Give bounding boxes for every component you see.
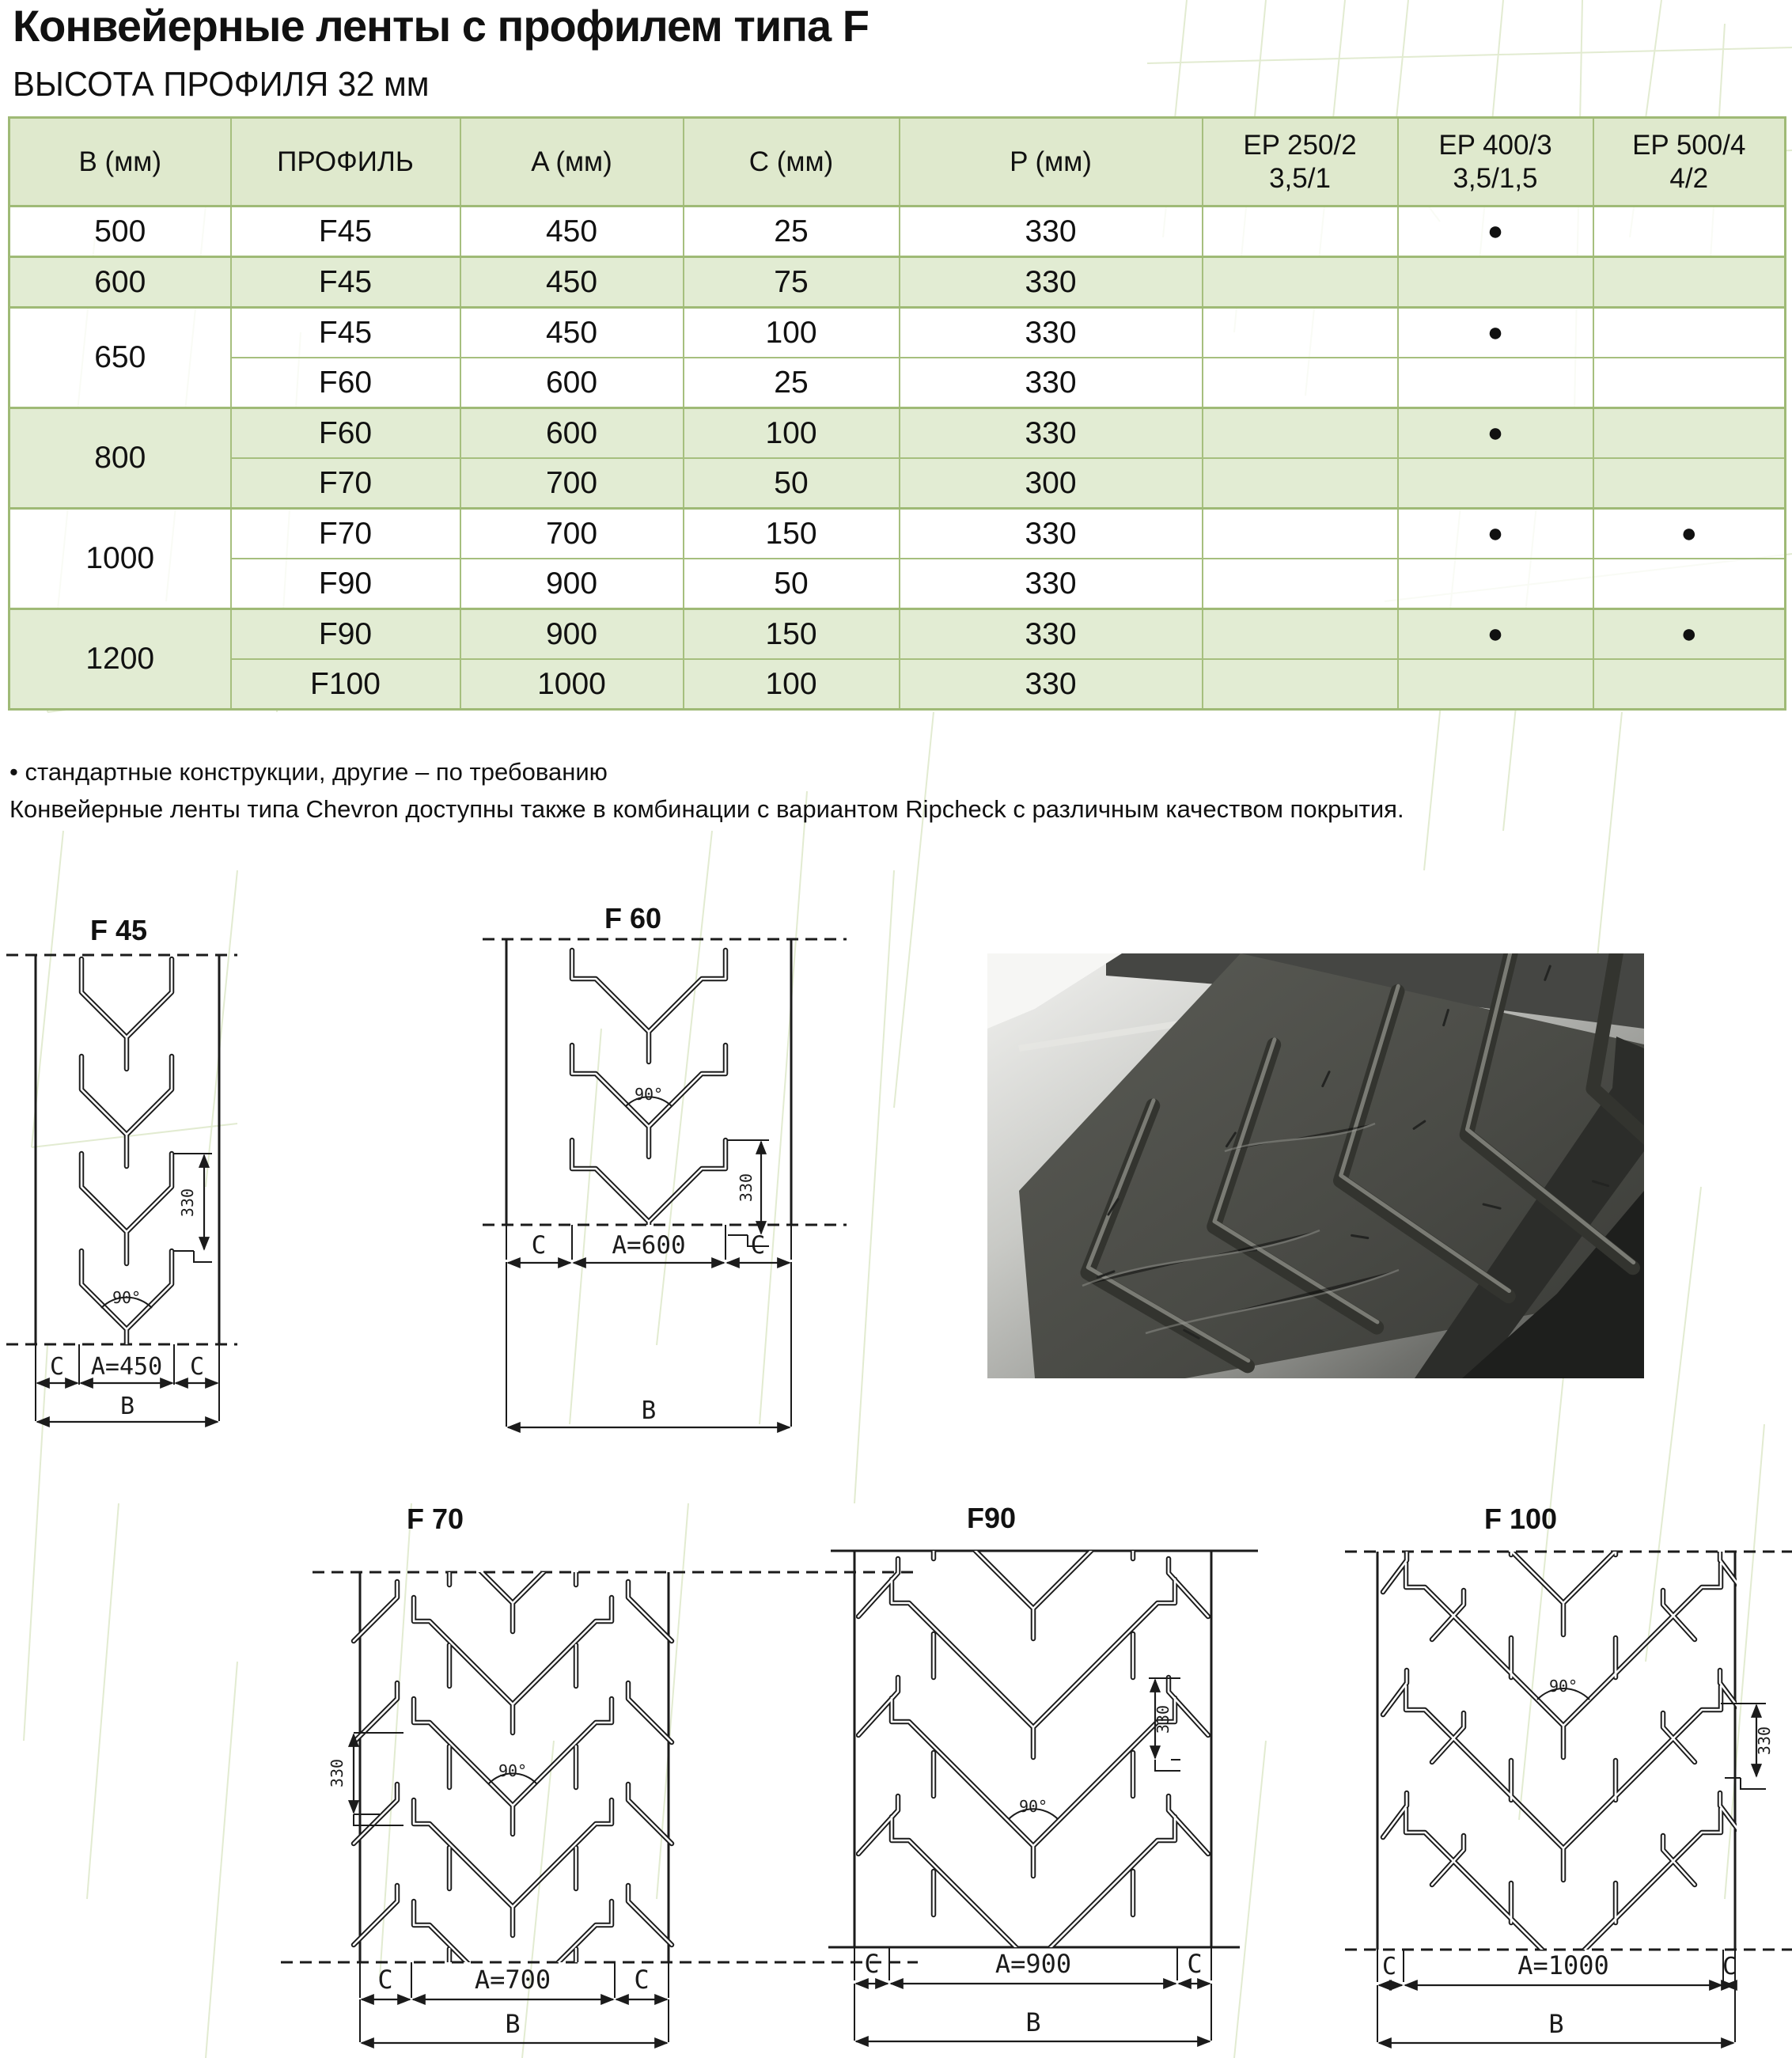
cell-b: 1000	[9, 509, 231, 609]
col-header-ep500: EP 500/4 4/2	[1593, 118, 1786, 207]
cell-b: 600	[9, 257, 231, 308]
f70-width-dimensions	[360, 1962, 669, 2043]
f100-angle-annotation	[1537, 1677, 1589, 1700]
f70-b-label: B	[505, 2009, 521, 2039]
cell-ep500	[1593, 659, 1786, 710]
note-standard: • стандартные конструкции, другие – по требованию	[9, 758, 608, 786]
cell-a: 450	[460, 257, 684, 308]
f45-angle-annotation	[101, 1288, 152, 1308]
cell-c: 50	[684, 458, 900, 509]
f70-pitch-label: 330	[328, 1758, 347, 1788]
cell-ep500	[1593, 207, 1786, 257]
cell-a: 600	[460, 408, 684, 459]
cell-ep500: ●	[1593, 509, 1786, 559]
f90-pitch-label: 330	[1154, 1704, 1173, 1734]
note-chevron-ripcheck: Конвейерные ленты типа Chevron доступны также в комбинации с вариантом Ripcheck с различным качеством покрытия.	[9, 795, 1404, 823]
cell-a: 600	[460, 358, 684, 408]
cell-ep500	[1593, 408, 1786, 459]
page-title: Конвейерные ленты с профилем типа F	[13, 1, 869, 51]
f70-title: F 70	[406, 1503, 464, 1535]
f100-c-right: C	[1722, 1953, 1737, 1980]
table-row	[9, 358, 1786, 408]
cell-ep400	[1398, 257, 1593, 308]
col-header-profile: ПРОФИЛЬ	[231, 118, 460, 207]
f45-title: F 45	[89, 914, 148, 946]
spec-table-header	[9, 118, 1786, 207]
table-row	[9, 257, 1786, 308]
cell-ep400: ●	[1398, 509, 1593, 559]
f45-c-left: C	[49, 1353, 65, 1381]
cell-ep250	[1203, 559, 1398, 609]
f90-c-left: C	[864, 1949, 880, 1979]
cell-c: 25	[684, 207, 900, 257]
cell-ep400: ●	[1398, 609, 1593, 660]
cell-profile: F90	[231, 559, 460, 609]
f45-width-dimensions	[36, 1344, 219, 1422]
cell-ep500	[1593, 559, 1786, 609]
cell-ep250	[1203, 509, 1398, 559]
belt-photo	[987, 953, 1644, 1382]
cell-ep500	[1593, 458, 1786, 509]
f45-pitch-dimension	[174, 1154, 212, 1262]
cell-p: 330	[900, 257, 1203, 308]
f90-b-label: B	[1025, 2007, 1041, 2037]
col-header-ep400: EP 400/3 3,5/1,5	[1398, 118, 1593, 207]
table-row	[9, 509, 1786, 559]
diagram-f60	[475, 902, 854, 1444]
cell-profile: F90	[231, 609, 460, 660]
f90-drawing	[823, 1499, 1266, 2055]
f70-angle-annotation	[489, 1761, 536, 1783]
diagram-f90	[823, 1499, 1266, 2058]
cell-ep250	[1203, 609, 1398, 660]
f90-c-right: C	[1187, 1949, 1203, 1979]
cell-ep250	[1203, 308, 1398, 358]
cell-ep400	[1398, 659, 1593, 710]
cell-c: 100	[684, 308, 900, 358]
f45-belt-edges	[6, 955, 237, 1344]
cell-ep250	[1203, 257, 1398, 308]
cell-a: 450	[460, 308, 684, 358]
f70-angle-label: 90°	[498, 1761, 528, 1780]
cell-ep400: ●	[1398, 408, 1593, 459]
cell-c: 150	[684, 509, 900, 559]
cell-profile: F45	[231, 207, 460, 257]
cell-ep500: ●	[1593, 609, 1786, 660]
f90-belt-edges	[828, 1551, 1258, 1947]
cell-ep500	[1593, 308, 1786, 358]
f100-a-label: A=1000	[1517, 1950, 1609, 1980]
f100-angle-label: 90°	[1548, 1677, 1578, 1696]
f60-angle-annotation	[626, 1085, 672, 1106]
table-row	[9, 559, 1786, 609]
cell-p: 330	[900, 659, 1203, 710]
cell-profile: F100	[231, 659, 460, 710]
f60-width-dimensions	[506, 1225, 791, 1427]
col-header-a: A (мм)	[460, 118, 684, 207]
f100-width-dimensions	[1377, 1950, 1737, 2043]
f70-c-left: C	[377, 1965, 393, 1995]
cell-c: 25	[684, 358, 900, 408]
cell-p: 330	[900, 509, 1203, 559]
f100-belt-edges	[1345, 1552, 1792, 1950]
col-header-b: B (мм)	[9, 118, 231, 207]
f100-pitch-dimension	[1721, 1704, 1774, 1789]
cell-ep250	[1203, 207, 1398, 257]
cell-p: 330	[900, 308, 1203, 358]
cell-a: 450	[460, 207, 684, 257]
cell-ep400: ●	[1398, 207, 1593, 257]
f60-c-left: C	[531, 1231, 547, 1260]
f60-chevrons	[572, 950, 726, 1347]
cell-p: 330	[900, 609, 1203, 660]
cell-ep400	[1398, 559, 1593, 609]
cell-p: 330	[900, 408, 1203, 459]
cell-profile: F70	[231, 458, 460, 509]
cell-p: 300	[900, 458, 1203, 509]
f60-pitch-dimension	[728, 1140, 769, 1246]
f45-c-right: C	[189, 1353, 205, 1381]
f100-pitch-label: 330	[1755, 1726, 1774, 1756]
f90-angle-label: 90°	[1018, 1797, 1048, 1816]
cell-c: 100	[684, 659, 900, 710]
cell-b: 500	[9, 207, 231, 257]
cell-c: 50	[684, 559, 900, 609]
cell-ep250	[1203, 358, 1398, 408]
cell-p: 330	[900, 207, 1203, 257]
cell-ep250	[1203, 458, 1398, 509]
cell-c: 150	[684, 609, 900, 660]
table-row	[9, 408, 1786, 459]
cell-c: 100	[684, 408, 900, 459]
f60-b-label: B	[641, 1397, 657, 1425]
cell-p: 330	[900, 559, 1203, 609]
col-header-p: P (мм)	[900, 118, 1203, 207]
table-row	[9, 207, 1786, 257]
spec-table-body	[9, 207, 1786, 710]
cell-ep250	[1203, 408, 1398, 459]
f100-title: F 100	[1483, 1503, 1558, 1535]
cell-b: 650	[9, 308, 231, 408]
f100-c-left: C	[1381, 1953, 1397, 1980]
f60-c-right: C	[750, 1231, 766, 1260]
f45-b-label: B	[119, 1393, 135, 1420]
f70-a-label: A=700	[474, 1965, 551, 1995]
belt-photo-image	[987, 953, 1644, 1378]
cell-p: 330	[900, 358, 1203, 408]
cell-a: 900	[460, 609, 684, 660]
cell-ep500	[1593, 257, 1786, 308]
f45-pitch-label: 330	[178, 1188, 197, 1218]
col-header-ep250: EP 250/2 3,5/1	[1203, 118, 1398, 207]
diagram-f100	[1345, 1499, 1792, 2058]
cell-ep500	[1593, 358, 1786, 408]
f60-title: F 60	[604, 902, 662, 934]
f45-a-label: A=450	[90, 1353, 163, 1381]
notes-block	[9, 753, 1404, 828]
f60-angle-label: 90°	[634, 1085, 664, 1104]
f60-a-label: A=600	[612, 1231, 686, 1260]
f100-chevrons	[1383, 1499, 1744, 2003]
f70-pitch-dimension	[328, 1733, 403, 1825]
f90-a-label: A=900	[995, 1949, 1072, 1979]
table-row	[9, 659, 1786, 710]
f100-b-label: B	[1548, 2009, 1564, 2039]
cell-a: 700	[460, 509, 684, 559]
cell-profile: F70	[231, 509, 460, 559]
f60-pitch-label: 330	[737, 1173, 756, 1203]
page-subtitle: ВЫСОТА ПРОФИЛЯ 32 мм	[13, 65, 430, 104]
f100-drawing	[1345, 1499, 1792, 2055]
col-header-c: C (мм)	[684, 118, 900, 207]
f70-c-right: C	[634, 1965, 650, 1995]
cell-profile: F45	[231, 257, 460, 308]
cell-b: 1200	[9, 609, 231, 710]
cell-ep400	[1398, 458, 1593, 509]
cell-c: 75	[684, 257, 900, 308]
table-row	[9, 308, 1786, 358]
cell-a: 900	[460, 559, 684, 609]
f45-angle-label: 90°	[112, 1288, 142, 1307]
cell-ep400	[1398, 358, 1593, 408]
f90-angle-annotation	[1009, 1797, 1058, 1819]
cell-ep400: ●	[1398, 308, 1593, 358]
f45-drawing	[0, 910, 245, 1432]
cell-profile: F60	[231, 408, 460, 459]
spec-table	[8, 116, 1786, 711]
table-row	[9, 458, 1786, 509]
f60-belt-edges	[483, 939, 847, 1225]
f90-title: F90	[966, 1502, 1017, 1534]
f90-pitch-dimension	[1149, 1678, 1180, 1771]
diagram-f45	[0, 910, 245, 1436]
cell-profile: F60	[231, 358, 460, 408]
cell-a: 700	[460, 458, 684, 509]
f60-drawing	[475, 902, 854, 1440]
cell-b: 800	[9, 408, 231, 509]
cell-ep250	[1203, 659, 1398, 710]
cell-profile: F45	[231, 308, 460, 358]
table-row	[9, 609, 1786, 660]
cell-a: 1000	[460, 659, 684, 710]
f90-width-dimensions	[854, 1947, 1211, 2041]
